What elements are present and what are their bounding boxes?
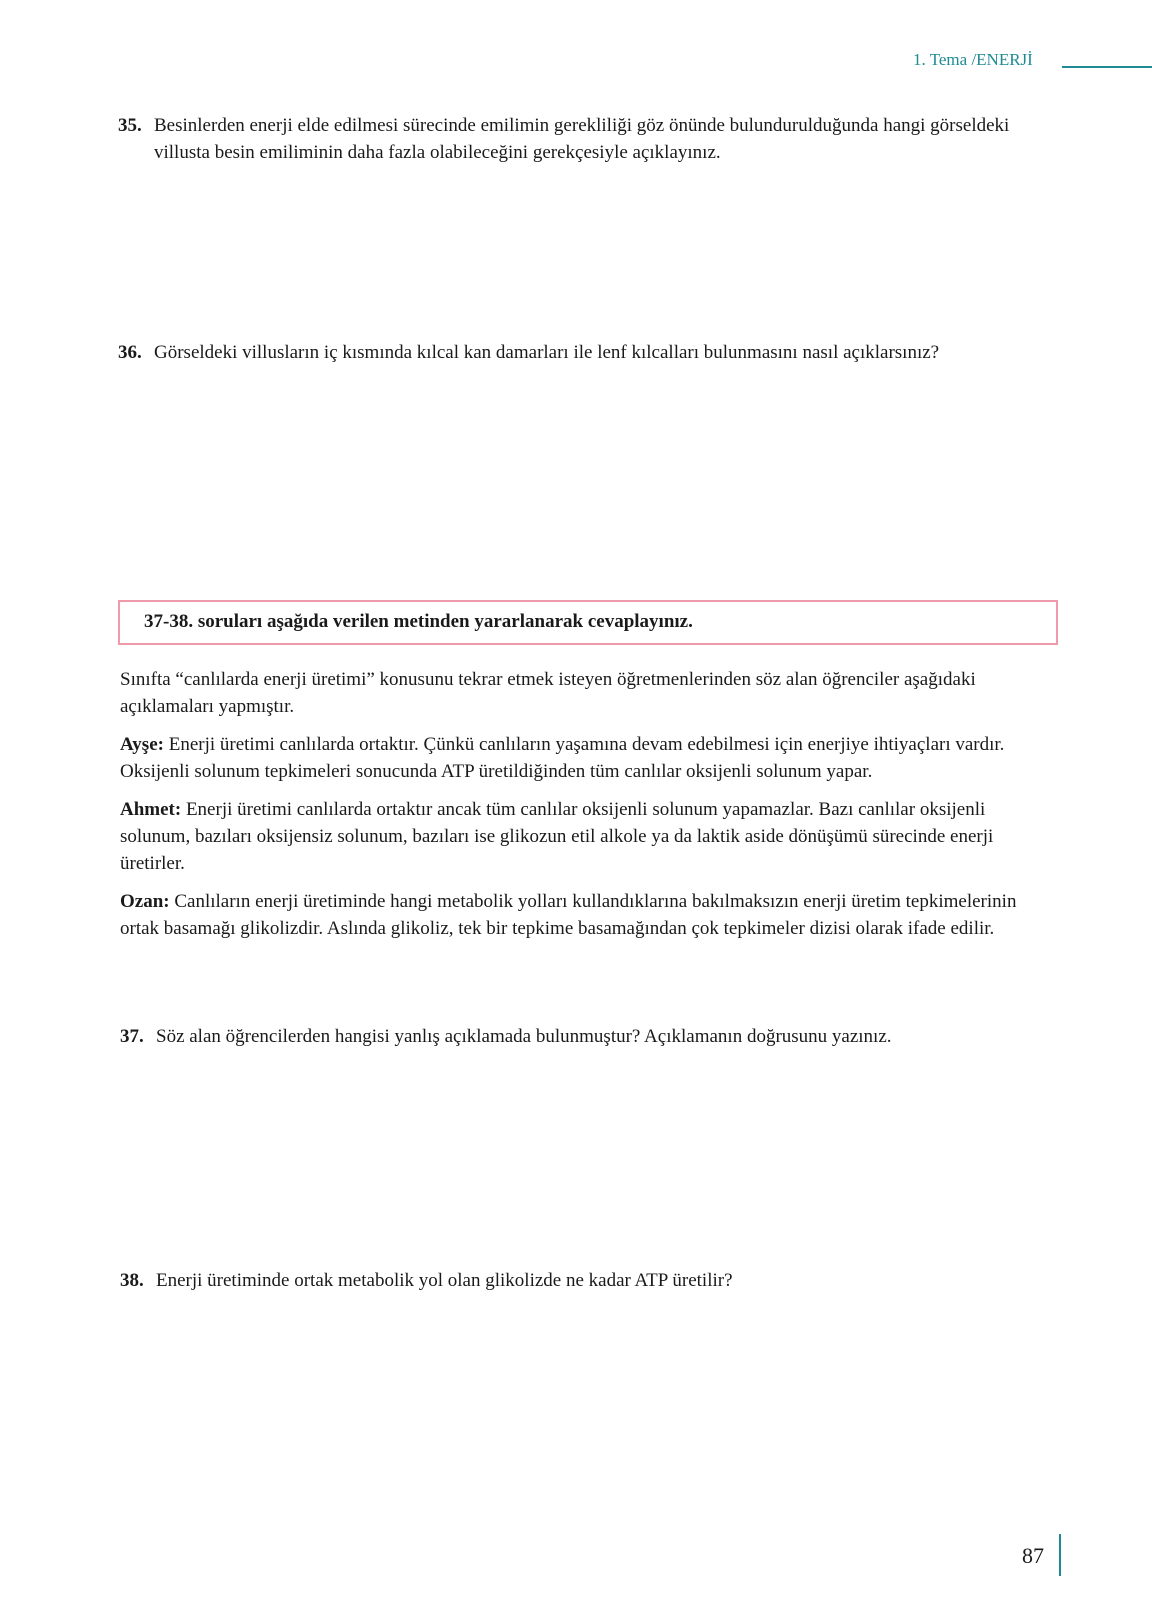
question-38 [120, 1267, 1060, 1294]
statement-ozan [120, 888, 1060, 942]
statement-ayse [120, 731, 1060, 785]
question-37 [120, 1023, 1060, 1050]
statement-ahmet [120, 796, 1060, 877]
question-35 [118, 112, 1058, 166]
question-text: Söz alan öğrencilerden hangisi yanlış açıklamada bulunmuştur? Açıklamanın doğrusunu yazınız. [156, 1026, 892, 1047]
instruction-box [118, 600, 1058, 645]
chapter-title: 1. Tema /ENERJİ [913, 50, 1033, 69]
question-text: Enerji üretiminde ortak metabolik yol olan glikolizde ne kadar ATP üretilir? [156, 1270, 733, 1291]
speaker-name: Ayşe: [120, 734, 164, 755]
page-number: 87 [1022, 1543, 1044, 1568]
question-text: Görseldeki villusların iç kısmında kılcal kan damarları ile lenf kılcalları bulunmasını nasıl açıklarsınız? [154, 342, 940, 363]
question-number: 37. [120, 1026, 144, 1047]
question-number: 35. [118, 115, 142, 136]
question-number: 36. [118, 342, 142, 363]
speaker-name: Ahmet: [120, 799, 182, 820]
page-header [900, 50, 1152, 74]
statement-text: Enerji üretimi canlılarda ortaktır ancak tüm canlılar oksijenli solunum yapamazlar. Bazı canlılar oksijenli solunum, bazıları oksijensiz solunum, bazıları ise glikozun etil alkole ya da laktik aside dönüşümü sürecinde enerji üretirler. [120, 799, 994, 874]
header-rule [1062, 66, 1152, 68]
page-number-rule [1059, 1534, 1061, 1576]
question-number: 38. [120, 1270, 144, 1291]
speaker-name: Ozan: [120, 891, 170, 912]
passage-intro: Sınıfta “canlılarda enerji üretimi” konusunu tekrar etmek isteyen öğretmenlerinden söz alan öğrenciler aşağıdaki açıklamaları yapmıştır. [120, 669, 976, 717]
statement-text: Canlıların enerji üretiminde hangi metabolik yolları kullandıklarına bakılmaksızın enerji üretim tepkimelerinin ortak basamağı glikolizdir. Aslında glikoliz, tek bir tepkime basamağından çok tepkimeler dizisi olarak ifade edilir. [120, 891, 1017, 939]
question-36 [118, 339, 1058, 366]
question-text: Besinlerden enerji elde edilmesi sürecinde emilimin gerekliliği göz önünde bulundurulduğunda hangi görseldeki villusta besin emiliminin daha fazla olabileceğini gerekçesiyle açıklayınız. [154, 115, 1010, 163]
statement-text: Enerji üretimi canlılarda ortaktır. Çünkü canlıların yaşamına devam edebilmesi için enerjiye ihtiyaçları vardır. Oksijenli solunum tepkimeleri sonucunda ATP üretildiğinden tüm canlılar oksijenli solunum yapar. [120, 734, 1005, 782]
instruction-text: 37-38. soruları aşağıda verilen metinden yararlanarak cevaplayınız. [144, 611, 693, 632]
